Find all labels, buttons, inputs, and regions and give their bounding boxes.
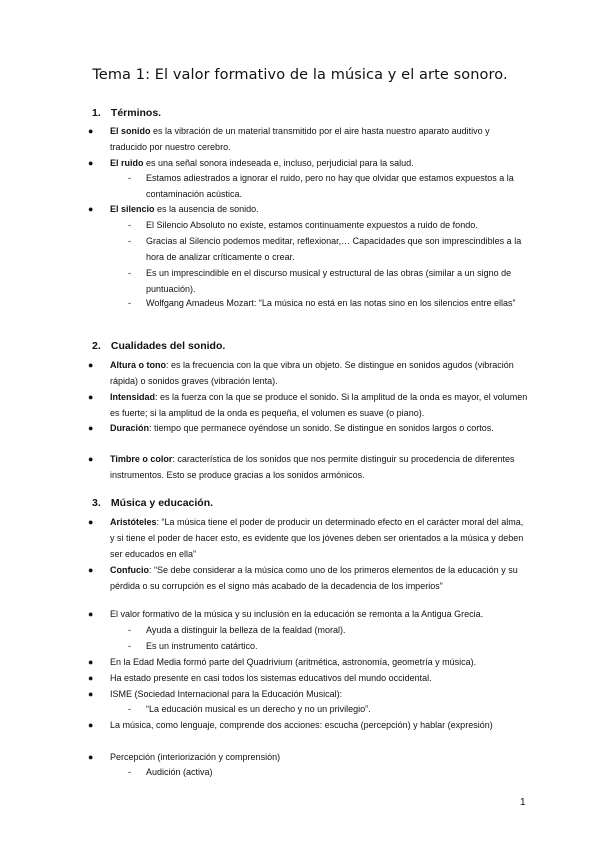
sub-list-item: - El Silencio Absoluto no existe, estamos continuamente expuestos a ruido de fondo. <box>128 217 528 233</box>
bullet-icon: ● <box>88 752 94 762</box>
dash-icon: - <box>128 641 131 651</box>
list-item: ● El sonido es la vibración de un material transmitido por el aire hasta nuestro aparato auditivo y traducido por nuestro cerebro. <box>88 123 528 155</box>
section-heading <box>92 107 161 119</box>
bullet-icon: ● <box>88 360 94 370</box>
sub-list-item: - Wolfgang Amadeus Mozart: “La música no está en las notas sino en los silencios entre ellas” <box>128 295 528 311</box>
sub-list-item: - Gracias al Silencio podemos meditar, reflexionar,… Capacidades que son imprescindibles a la hora de analizar críticamente o crear. <box>128 233 528 265</box>
list-item: ● Percepción (interiorización y comprensión) <box>88 749 528 765</box>
section-title: Términos. <box>110 107 162 119</box>
dash-icon: - <box>128 268 131 278</box>
list-item: ● La música, como lenguaje, comprende dos acciones: escucha (percepción) y hablar (expresión) <box>88 717 528 733</box>
list-item: ● Confucio: “Se debe considerar a la música como uno de los primeros elementos de la educación y su pérdida o su corrupción es el signo más acabado de la decadencia de los imperios” <box>88 562 528 594</box>
sub-list-item: - Es un imprescindible en el discurso musical y estructural de las obras (similar a un signo de puntuación). <box>128 265 528 297</box>
bullet-icon: ● <box>88 158 94 168</box>
page-number: 1 <box>520 797 526 808</box>
sub-list-item: - Audición (activa) <box>128 764 528 780</box>
section-number: 3. <box>92 497 101 509</box>
dash-icon: - <box>128 704 131 714</box>
list-item: ● Duración: tiempo que permanece oyéndose un sonido. Se distingue en sonidos largos o cortos. <box>88 420 528 436</box>
sub-list-item: - Estamos adiestrados a ignorar el ruido, pero no hay que olvidar que estamos expuestos a la contaminación acústica. <box>128 170 528 202</box>
bullet-icon: ● <box>88 454 94 464</box>
list-item: ● Timbre o color: característica de los sonidos que nos permite distinguir su procedencia de diferentes instrumentos. Esto se produce gracias a los sonidos armónicos. <box>88 451 528 483</box>
list-item: ● Altura o tono: es la frecuencia con la que vibra un objeto. Se distingue en sonidos agudos (vibración rápida) o sonidos graves (vibración lenta). <box>88 357 528 389</box>
bullet-icon: ● <box>88 565 94 575</box>
list-item: ● El silencio es la ausencia de sonido. <box>88 201 528 217</box>
page-title: Tema 1: El valor formativo de la música y el arte sonoro. <box>92 67 508 83</box>
bullet-icon: ● <box>88 657 94 667</box>
dash-icon: - <box>128 173 131 183</box>
list-item: ● El ruido es una señal sonora indeseada e, incluso, perjudicial para la salud. <box>88 155 528 171</box>
sub-list-item: - “La educación musical es un derecho y no un privilegio”. <box>128 701 528 717</box>
bullet-icon: ● <box>88 689 94 699</box>
bullet-icon: ● <box>88 204 94 214</box>
list-item: ● En la Edad Media formó parte del Quadrivium (aritmética, astronomía, geometría y música). <box>88 654 528 670</box>
bullet-icon: ● <box>88 673 94 683</box>
list-item: ● Aristóteles: “La música tiene el poder de producir un determinado efecto en el carácter moral del alma, y si tiene el poder de hacer esto, es evidente que los jóvenes deben ser orientados a la música y deben ser educados en ella” <box>88 514 528 562</box>
list-item: ● ISME (Sociedad Internacional para la Educación Musical): <box>88 686 528 702</box>
dash-icon: - <box>128 625 131 635</box>
list-item: ● El valor formativo de la música y su inclusión en la educación se remonta a la Antigua Grecia. <box>88 606 528 622</box>
bullet-icon: ● <box>88 517 94 527</box>
section-number: 1. <box>92 107 101 119</box>
dash-icon: - <box>128 236 131 246</box>
section-number: 2. <box>92 340 101 352</box>
dash-icon: - <box>128 767 131 777</box>
bullet-icon: ● <box>88 423 94 433</box>
sub-list-item: - Es un instrumento catártico. <box>128 638 528 654</box>
section-title: Música y educación. <box>110 497 214 509</box>
bullet-icon: ● <box>88 720 94 730</box>
section-heading <box>92 497 213 509</box>
list-item: ● Intensidad: es la fuerza con la que se produce el sonido. Si la amplitud de la onda es mayor, el volumen es fuerte; si la amplitud de la onda es pequeña, el volumen es suave (o piano). <box>88 389 528 421</box>
section-title: Cualidades del sonido. <box>110 340 226 352</box>
dash-icon: - <box>128 298 131 308</box>
bullet-icon: ● <box>88 609 94 619</box>
dash-icon: - <box>128 220 131 230</box>
bullet-icon: ● <box>88 126 94 136</box>
sub-list-item: - Ayuda a distinguir la belleza de la fealdad (moral). <box>128 622 528 638</box>
section-heading <box>92 340 225 352</box>
bullet-icon: ● <box>88 392 94 402</box>
list-item: ● Ha estado presente en casi todos los sistemas educativos del mundo occidental. <box>88 670 528 686</box>
